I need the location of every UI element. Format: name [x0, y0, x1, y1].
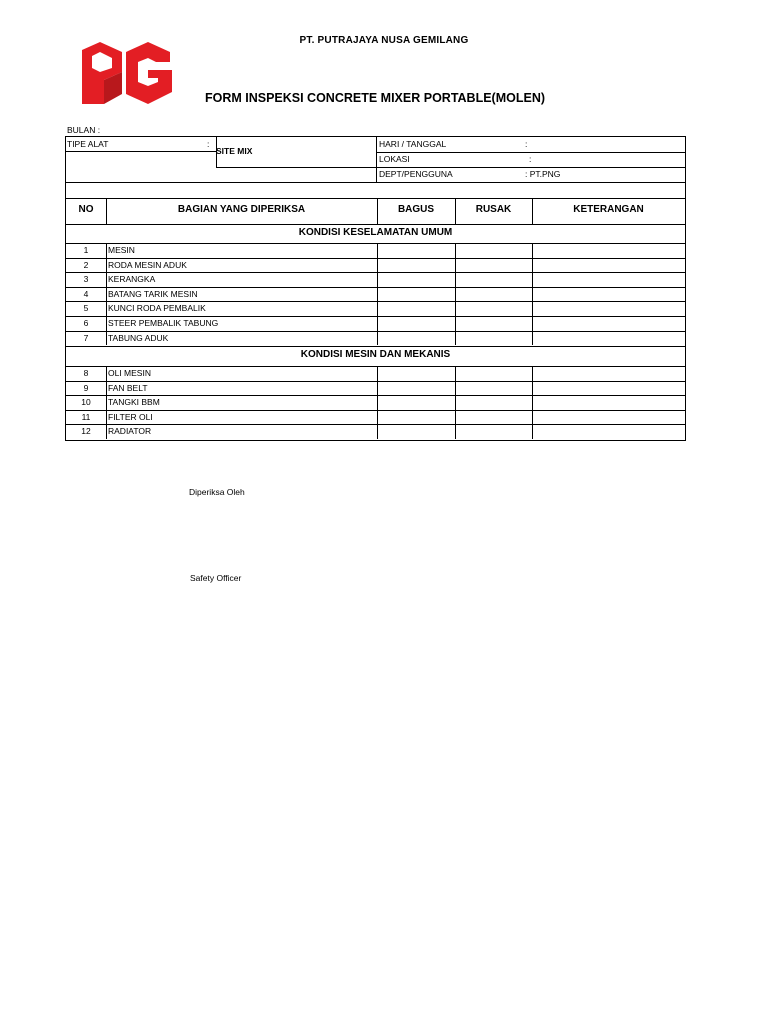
lokasi-colon: : [529, 154, 532, 164]
diperiksa-oleh-label: Diperiksa Oleh [189, 487, 245, 497]
keterangan-cell[interactable] [532, 395, 685, 410]
rusak-cell[interactable] [455, 287, 532, 302]
row-number: 2 [83, 259, 89, 270]
keterangan-cell[interactable] [532, 301, 685, 316]
table-row [66, 366, 685, 381]
rusak-cell[interactable] [455, 258, 532, 273]
col-bagian-header: BAGIAN YANG DIPERIKSA [177, 204, 306, 215]
table-row [66, 410, 685, 425]
table-row [66, 287, 685, 302]
col-rusak-header: RUSAK [475, 204, 512, 215]
bagus-cell[interactable] [377, 424, 455, 439]
dept-label: DEPT/PENGGUNA [379, 169, 453, 179]
row-number: 8 [83, 368, 89, 378]
keterangan-cell[interactable] [532, 243, 685, 258]
row-item: RADIATOR [108, 426, 152, 437]
safety-officer-label: Safety Officer [190, 573, 242, 583]
table-row [66, 301, 685, 316]
table-row [66, 258, 685, 273]
row-number: 10 [81, 397, 91, 408]
lokasi-label: LOKASI [379, 154, 410, 164]
keterangan-cell[interactable] [532, 331, 685, 346]
row-number: 7 [83, 332, 89, 343]
row-number: 5 [83, 303, 89, 314]
tipe-alat-colon: : [207, 139, 210, 149]
rusak-cell[interactable] [455, 243, 532, 258]
row-item: STEER PEMBALIK TABUNG [108, 318, 219, 328]
form-title: FORM INSPEKSI CONCRETE MIXER PORTABLE(MOLEN) [204, 91, 546, 105]
keterangan-cell[interactable] [532, 424, 685, 439]
bagus-cell[interactable] [377, 366, 455, 381]
row-item: KUNCI RODA PEMBALIK [108, 303, 206, 314]
rusak-cell[interactable] [455, 395, 532, 410]
row-number: 9 [83, 382, 89, 393]
keterangan-cell[interactable] [532, 272, 685, 287]
row-item: TANGKI BBM [108, 397, 160, 408]
table-row [66, 272, 685, 287]
section-title: KONDISI MESIN DAN MEKANIS [300, 349, 451, 360]
rusak-cell[interactable] [455, 301, 532, 316]
inspection-form [65, 136, 686, 441]
rusak-cell[interactable] [455, 331, 532, 346]
keterangan-cell[interactable] [532, 366, 685, 381]
table-row [66, 424, 685, 439]
section-title: KONDISI KESELAMATAN UMUM [298, 227, 453, 238]
keterangan-cell[interactable] [532, 381, 685, 396]
rusak-cell[interactable] [455, 316, 532, 331]
table-row [66, 243, 685, 258]
row-item: MESIN [108, 245, 135, 255]
row-number: 3 [83, 274, 89, 285]
table-row [66, 331, 685, 346]
row-item: FILTER OLI [108, 411, 153, 422]
col-no-header: NO [78, 204, 94, 215]
table-row [66, 381, 685, 396]
row-item: BATANG TARIK MESIN [108, 288, 198, 299]
bagus-cell[interactable] [377, 287, 455, 302]
bagus-cell[interactable] [377, 316, 455, 331]
table-row [66, 316, 685, 331]
tipe-alat-label: TIPE ALAT [67, 139, 109, 149]
keterangan-cell[interactable] [532, 287, 685, 302]
col-bagus-header: BAGUS [397, 204, 435, 215]
bagus-cell[interactable] [377, 331, 455, 346]
rusak-cell[interactable] [455, 381, 532, 396]
site-mix-label: SITE MIX [216, 146, 253, 156]
col-keterangan-header: KETERANGAN [573, 204, 644, 215]
row-item: TABUNG ADUK [108, 332, 169, 343]
row-number: 11 [81, 411, 91, 422]
keterangan-cell[interactable] [532, 316, 685, 331]
row-number: 4 [83, 288, 89, 299]
rusak-cell[interactable] [455, 366, 532, 381]
rusak-cell[interactable] [455, 272, 532, 287]
keterangan-cell[interactable] [532, 410, 685, 425]
keterangan-cell[interactable] [532, 258, 685, 273]
rusak-cell[interactable] [455, 410, 532, 425]
company-name: PT. PUTRAJAYA NUSA GEMILANG [299, 35, 469, 46]
row-number: 6 [83, 318, 89, 328]
bagus-cell[interactable] [377, 381, 455, 396]
table-row [66, 395, 685, 410]
row-item: OLI MESIN [108, 368, 151, 378]
bagus-cell[interactable] [377, 395, 455, 410]
hari-tanggal-label: HARI / TANGGAL [379, 139, 447, 149]
dept-value: : PT.PNG [525, 169, 561, 179]
row-number: 1 [83, 245, 89, 255]
rusak-cell[interactable] [455, 424, 532, 439]
bagus-cell[interactable] [377, 301, 455, 316]
row-item: KERANGKA [108, 274, 156, 285]
row-item: FAN BELT [108, 382, 148, 393]
bagus-cell[interactable] [377, 272, 455, 287]
hari-tanggal-colon: : [525, 139, 528, 149]
row-number: 12 [81, 426, 91, 437]
row-item: RODA MESIN ADUK [108, 259, 187, 270]
bagus-cell[interactable] [377, 410, 455, 425]
bulan-label: BULAN : [67, 125, 101, 135]
bagus-cell[interactable] [377, 243, 455, 258]
bagus-cell[interactable] [377, 258, 455, 273]
